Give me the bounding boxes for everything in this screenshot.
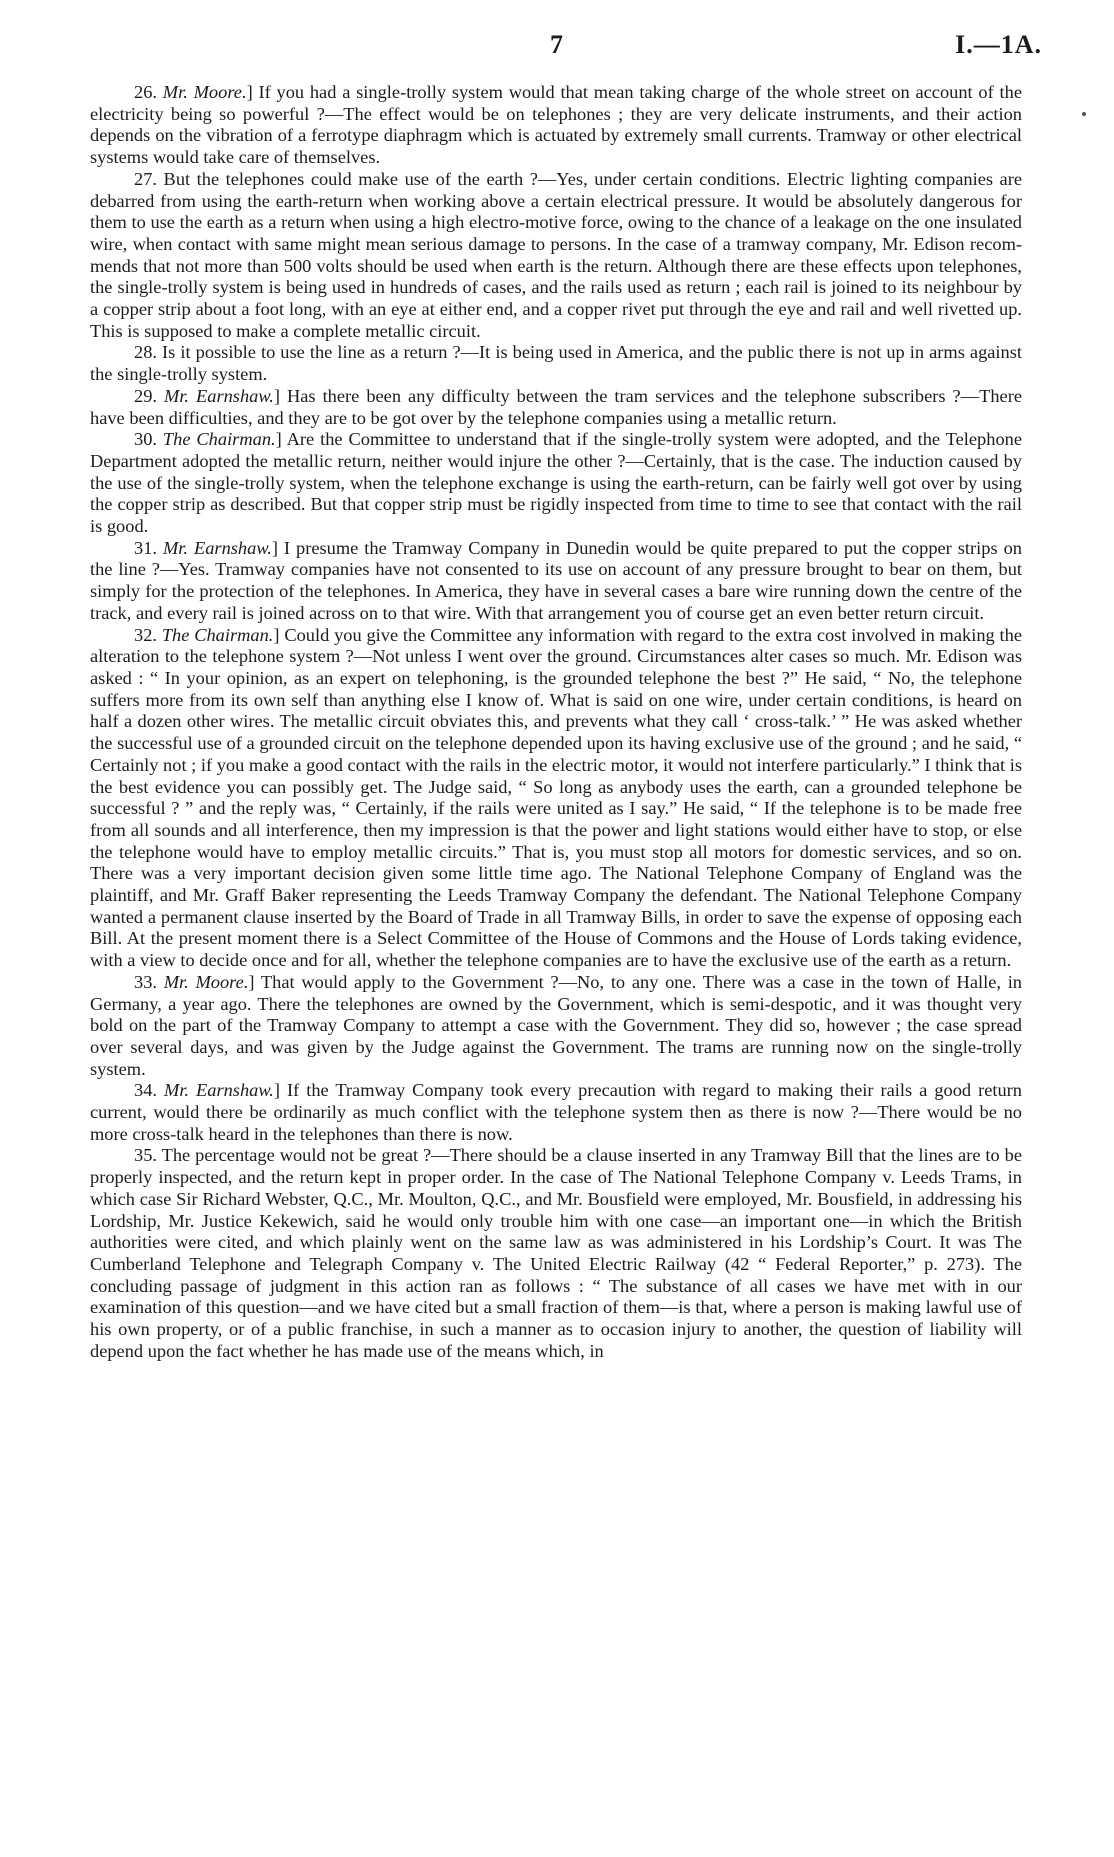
bracket: ] <box>273 385 280 406</box>
speaker: Mr. Earnshaw. <box>164 385 274 406</box>
paragraph-text: But the telephones could make use of the earth ?—Yes, under certain conditions. Electric lighting companies are debarred from using the earth-return when working above a certain electrical pressure. It would be absolutely dangerous for them to use the earth as a return when using a high electro-motive force, owing to the chance of a leakage on the one insulated wire, when contact with same might mean serious damage to persons. In the case of a tramway company, Mr. Edison recommends that not more than 500 volts should be used when earth is the return. Although there are these effects upon telephones, the single-trolly system is being used in hundreds of cases, and the rails used as return ; each rail is joined to its neighbour by a copper strip about a foot long, with an eye at either end, and a copper rivet put through the eye and rail and well rivetted up. This is supposed to make a complete metallic circuit. <box>90 168 1022 341</box>
paragraph-26 <box>90 82 1022 169</box>
paragraph-29 <box>90 386 1022 429</box>
paragraph-number: 32. <box>134 624 157 645</box>
paragraph-32 <box>90 625 1022 972</box>
paragraph-31 <box>90 538 1022 625</box>
paragraph-number: 35. <box>134 1145 157 1166</box>
paragraph-number: 31. <box>134 537 157 558</box>
paragraph-34 <box>90 1080 1022 1145</box>
bracket: ] <box>248 971 255 992</box>
page-body <box>90 82 1022 1362</box>
paragraph-number: 27. <box>134 168 157 189</box>
paragraph-text: Has there been any difficulty between the tram services and the telephone subscribers ?—There have been difficulties, and they are to be got over by the telephone companies using a metallic return. <box>90 385 1022 428</box>
paragraph-text: Is it possible to use the line as a return ?—It is being used in America, and the public there is not up in arms against the single-trolly system. <box>90 342 1022 385</box>
page-number: 7 <box>550 30 564 59</box>
paragraph-number: 29. <box>134 385 157 406</box>
paragraph-28 <box>90 342 1022 385</box>
speaker: The Chairman. <box>162 429 276 450</box>
speaker: Mr. Moore. <box>163 971 249 992</box>
bracket: ] <box>246 82 253 102</box>
paragraph-number: 33. <box>134 971 157 992</box>
paragraph-text: Are the Committee to understand that if the single-trolly system were adopted, and the Telephone Department adopted the metallic return, neither would injure the other ?—Certainly, that is the case. The induction caused by the use of the single-trolly system, when the telephone exchange is using the earth-return, can be fairly well got over by using the copper strip as described. But that copper strip must be rigidly inspected from time to time to see that contact with the rail is good. <box>90 429 1022 537</box>
speaker: Mr. Earnshaw. <box>164 1080 274 1101</box>
paragraph-35 <box>90 1145 1022 1362</box>
bracket: ] <box>273 1080 280 1101</box>
paragraph-text: If you had a single-trolly system would that mean taking charge of the whole street on account of the electricity being so powerful ?—The effect would be on telephones ; they are very delicate instruments, and their action depends on the vibration of a ferrotype diaphragm which is actuated by extremely small currents. Tramway or other electrical systems would take care of themselves. <box>90 82 1023 168</box>
paragraph-text: That would apply to the Government ?—No, to any one. There was a case in the town of Halle, in Germany, a year ago. There the telephones are owned by the Government, which is semi-despotic, and it was thought very bold on the part of the Tramway Company to attempt a case with the Government. They did so, however ; the case spread over several days, and was given by the Judge against the Government. The trams are running now on the single-trolly system. <box>90 971 1022 1079</box>
bracket: ] <box>271 537 278 558</box>
paragraph-number: 30. <box>134 429 157 450</box>
paragraph-text: Could you give the Committee any information with regard to the extra cost involved in making the alteration to the telephone system ?—Not unless I went over the ground. Circumstances alter cases so much. Mr. Edison was asked : “ In your opinion, as an expert on telephoning, is the grounded telephone the best ?” He said, “ No, the telephone suffers more from its own self than anything else I know of. What is said on one wire, under certain conditions, is heard on half a dozen other wires. The metallic circuit obviates this, and prevents what they call ‘ cross-talk.’ ” He was asked whether the successful use of a grounded circuit on the telephone depended upon its having exclusive use of the ground ; and he said, “ Certainly not ; if you make a good contact with the rails in the electric motor, it would not interfere particularly.” I think that is the best evidence you can possibly get. The Judge said, “ So long as anybody uses the earth, can a grounded telephone be successful ? ” and the reply was, “ Certainly, if the rails were united as I say.” He said, “ If the telephone is to be made free from all sounds and all interference, then my impression is that the power and light stations would either have to stop, or else the telephone would have to employ metallic circuits.” That is, you must stop all motors for domestic services, and so on. There was a very important decision given some little time ago. The National Telephone Company of England was the plaintiff, and Mr. Graff Baker representing the Leeds Tramway Company the defendant. The National Telephone Company wanted a permanent clause inserted by the Board of Trade in all Tramway Bills, in order to save the expense of opposing each Bill. At the present moment there is a Select Committee of the House of Commons and the House of Lords taking evidence, with a view to decide once and for all, whether the telephone companies are to have the exclusive use of the earth as a return. <box>90 624 1022 971</box>
paragraph-27 <box>90 169 1022 343</box>
speaker: Mr. Earnshaw. <box>162 537 272 558</box>
bracket: ] <box>273 624 280 645</box>
paragraph-text: The percentage would not be great ?—There should be a clause inserted in any Tramway Bill that the lines are to be properly inspected, and the return kept in proper order. In the case of The National Telephone Company v. Leeds Trams, in which case Sir Richard Webster, Q.C., Mr. Moulton, Q.C., and Mr. Bousfield were employed, Mr. Bousfield, in addressing his Lordship, Mr. Justice Kekewich, said he would only trouble him with one case—an important one—in which the British authorities were cited, and which plainly went on the same law as was administered in his Lordship’s Court. It was The Cumberland Telephone and Telegraph Company v. The United Electric Railway (42 “ Federal Reporter,” p. 273). The concluding passage of judgment in this action ran as follows : “ The substance of all cases we have met with in our examination of this question—and we have cited but a small fraction of them—is that, where a person is making lawful use of his own property, or of a public franchise, in such a manner as to occasion injury to another, the question of liability will depend upon the fact whether he has made use of the means which, in <box>90 1145 1023 1361</box>
margin-dot <box>1082 112 1086 116</box>
paragraph-30 <box>90 429 1022 538</box>
paragraph-number: 28. <box>134 342 157 363</box>
paragraph-number: 34. <box>134 1080 157 1101</box>
paragraph-text: If the Tramway Company took every precaution with regard to making their rails a good return current, would there be ordinarily as much conflict with the telephone system then as there is now ?—There would be no more cross-talk heard in the telephones than there is now. <box>90 1080 1022 1144</box>
page-reference: I.—1A. <box>955 30 1042 59</box>
paragraph-text: I presume the Tramway Company in Dunedin would be quite prepared to put the copper strips on the line ?—Yes. Tramway companies have not consented to its use on account of any pressure brought to bear on them, but simply for the protection of the telephones. In America, they have in several cases a bare wire running down the centre of the track, and every rail is joined across on to that wire. With that arrangement you of course get an even better return circuit. <box>90 537 1022 623</box>
speaker: The Chairman. <box>161 624 274 645</box>
paragraph-number: 26. <box>134 82 157 102</box>
speaker: Mr. Moore. <box>162 82 247 102</box>
bracket: ] <box>275 429 282 450</box>
paragraph-33 <box>90 972 1022 1081</box>
